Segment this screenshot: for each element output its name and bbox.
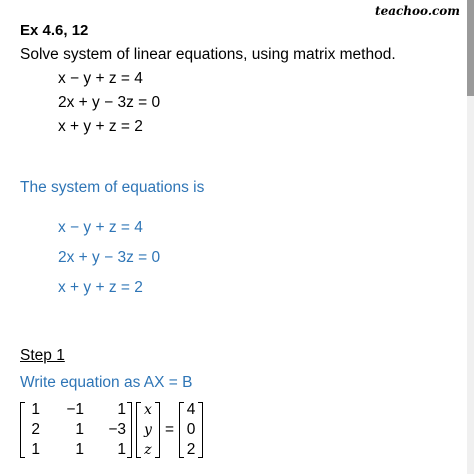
step-label: Step 1 bbox=[20, 347, 65, 364]
exercise-title: Ex 4.6, 12 bbox=[20, 22, 89, 39]
matrix-b-cell: 4 bbox=[186, 401, 196, 418]
matrix-a-cell: 2 bbox=[31, 421, 40, 438]
scrollbar[interactable] bbox=[467, 0, 474, 474]
matrix-x-cell: z bbox=[144, 442, 152, 458]
matrix-a-cell: −1 bbox=[66, 401, 84, 418]
question-equation-2: 2x + y − 3z = 0 bbox=[58, 94, 161, 111]
matrix-a-cell: 1 bbox=[117, 441, 126, 458]
matrix-x-cell: x bbox=[144, 402, 152, 418]
question-equation-3: x + y + z = 2 bbox=[58, 118, 143, 135]
matrix-a-cell: 1 bbox=[75, 441, 84, 458]
question-equation-1: x − y + z = 4 bbox=[58, 70, 143, 87]
matrix-a-cell: 1 bbox=[31, 401, 40, 418]
matrix-a-cell: −3 bbox=[108, 421, 126, 438]
matrix-a bbox=[20, 401, 132, 459]
system-equation-1: x − y + z = 4 bbox=[58, 219, 143, 236]
system-equation-3: x + y + z = 2 bbox=[58, 279, 143, 296]
question-text: Solve system of linear equations, using matrix method. bbox=[20, 46, 396, 63]
scrollbar-thumb[interactable] bbox=[467, 0, 474, 96]
watermark-logo: teachoo.com bbox=[375, 4, 460, 18]
matrix-a-cell: 1 bbox=[117, 401, 126, 418]
step-instruction: Write equation as AX = B bbox=[20, 374, 193, 391]
equals-sign: = bbox=[165, 421, 175, 438]
matrix-a-cell: 1 bbox=[75, 421, 84, 438]
system-heading: The system of equations is bbox=[20, 179, 205, 196]
matrix-a-cell: 1 bbox=[31, 441, 40, 458]
matrix-x-cell: y bbox=[144, 422, 152, 438]
matrix-x bbox=[136, 401, 160, 459]
system-equation-2: 2x + y − 3z = 0 bbox=[58, 249, 161, 266]
matrix-b bbox=[179, 401, 203, 459]
matrix-equation bbox=[20, 400, 203, 460]
matrix-b-cell: 2 bbox=[186, 441, 196, 458]
matrix-b-cell: 0 bbox=[186, 421, 196, 438]
